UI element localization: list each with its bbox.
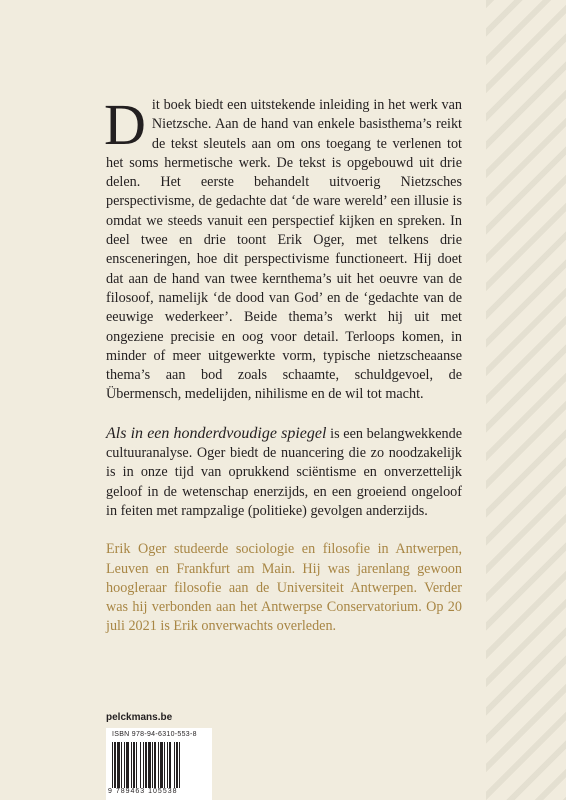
barcode-bar bbox=[143, 742, 144, 788]
summary-paragraph bbox=[106, 424, 462, 521]
background-pattern bbox=[486, 0, 566, 800]
barcode-bar bbox=[174, 742, 175, 788]
barcode-bar bbox=[126, 742, 129, 788]
barcode-number: 9 789463 105538 bbox=[108, 788, 178, 795]
blurb-text bbox=[104, 92, 463, 637]
drop-cap: D bbox=[104, 92, 146, 157]
barcode-bar bbox=[114, 742, 116, 788]
barcode-bar bbox=[121, 742, 122, 788]
intro-paragraph bbox=[104, 92, 462, 405]
barcode-bar bbox=[133, 742, 135, 788]
barcode-bar bbox=[112, 742, 113, 788]
barcode-bar bbox=[140, 742, 141, 788]
barcode-bar bbox=[158, 742, 159, 788]
book-title-italic: Als in een honderdvoudige spiegel bbox=[106, 424, 327, 442]
barcode-bar bbox=[117, 742, 120, 788]
barcode-bar bbox=[124, 742, 125, 788]
barcode-bar bbox=[179, 742, 180, 788]
barcode-bar bbox=[145, 742, 147, 788]
barcode-bar bbox=[167, 742, 168, 788]
barcode-bar bbox=[131, 742, 132, 788]
barcode-bar bbox=[176, 742, 178, 788]
barcode-bar bbox=[148, 742, 151, 788]
barcode-bars bbox=[112, 742, 206, 788]
isbn-barcode bbox=[106, 728, 212, 800]
isbn-label: ISBN 978-94-6310-553-8 bbox=[112, 731, 197, 738]
barcode-bar bbox=[169, 742, 171, 788]
barcode-bar bbox=[154, 742, 156, 788]
barcode-bar bbox=[164, 742, 165, 788]
publisher-url: pelckmans.be bbox=[106, 712, 173, 723]
barcode-bar bbox=[160, 742, 163, 788]
barcode-bar bbox=[136, 742, 137, 788]
author-bio: Erik Oger studeerde sociologie en filosofie in Antwerpen, Leuven en Frankfurt am Main. Hij was jarenlang gewoon hoogleraar filosofie aan de Universiteit Antwerpen. Verder was hij verbonden aan het Antwerpse Conservatorium. Op 20 juli 2021 is Erik onverwachts overleden. bbox=[106, 541, 462, 635]
summary-text: is een belangwekkende cultuuranalyse. Oger biedt de nuancering die zo noodzakelijk is in onze tijd van oprukkend sciëntisme en onverzettelijk geloof in de wetenschap enerzijds, en een groeiend ongeloof in feiten met rampzalige (politieke) gevolgen anderzijds. bbox=[106, 425, 463, 519]
intro-text: it boek biedt een uitstekende inleiding in het werk van Nietzsche. Aan de hand van enkele basisthema’s reikt de tekst sleutels aan om ons toegang te verlenen tot het soms hermetische werk. De tekst is opgebouwd uit drie delen. Het eerste behandelt uitvoerig Nietzsches perspectivisme, de gedachte dat ‘de ware wereld’ een illusie is omdat we steeds vanuit een perspectief kijken en spreken. In deel twee en drie toont Erik Oger, met telkens drie ensceneringen, hoe dit perspectivisme functioneert. Hij doet dat aan de hand van twee kernthema’s uit het oeuvre van de filosoof, namelijk ‘de dood van God’ en de ‘gedachte van de eeuwige wederkeer’. Beide thema’s werkt hij uit met ongeziene precisie en oog voor detail. Terloops komen, in minder of meer uitgewerkte vorm, typische nietzscheaanse thema’s aan bod zoals schaamte, schuldgevoel, de Übermensch, medelijden, nihilisme en de wil tot macht. bbox=[106, 97, 462, 403]
barcode-bar bbox=[152, 742, 153, 788]
